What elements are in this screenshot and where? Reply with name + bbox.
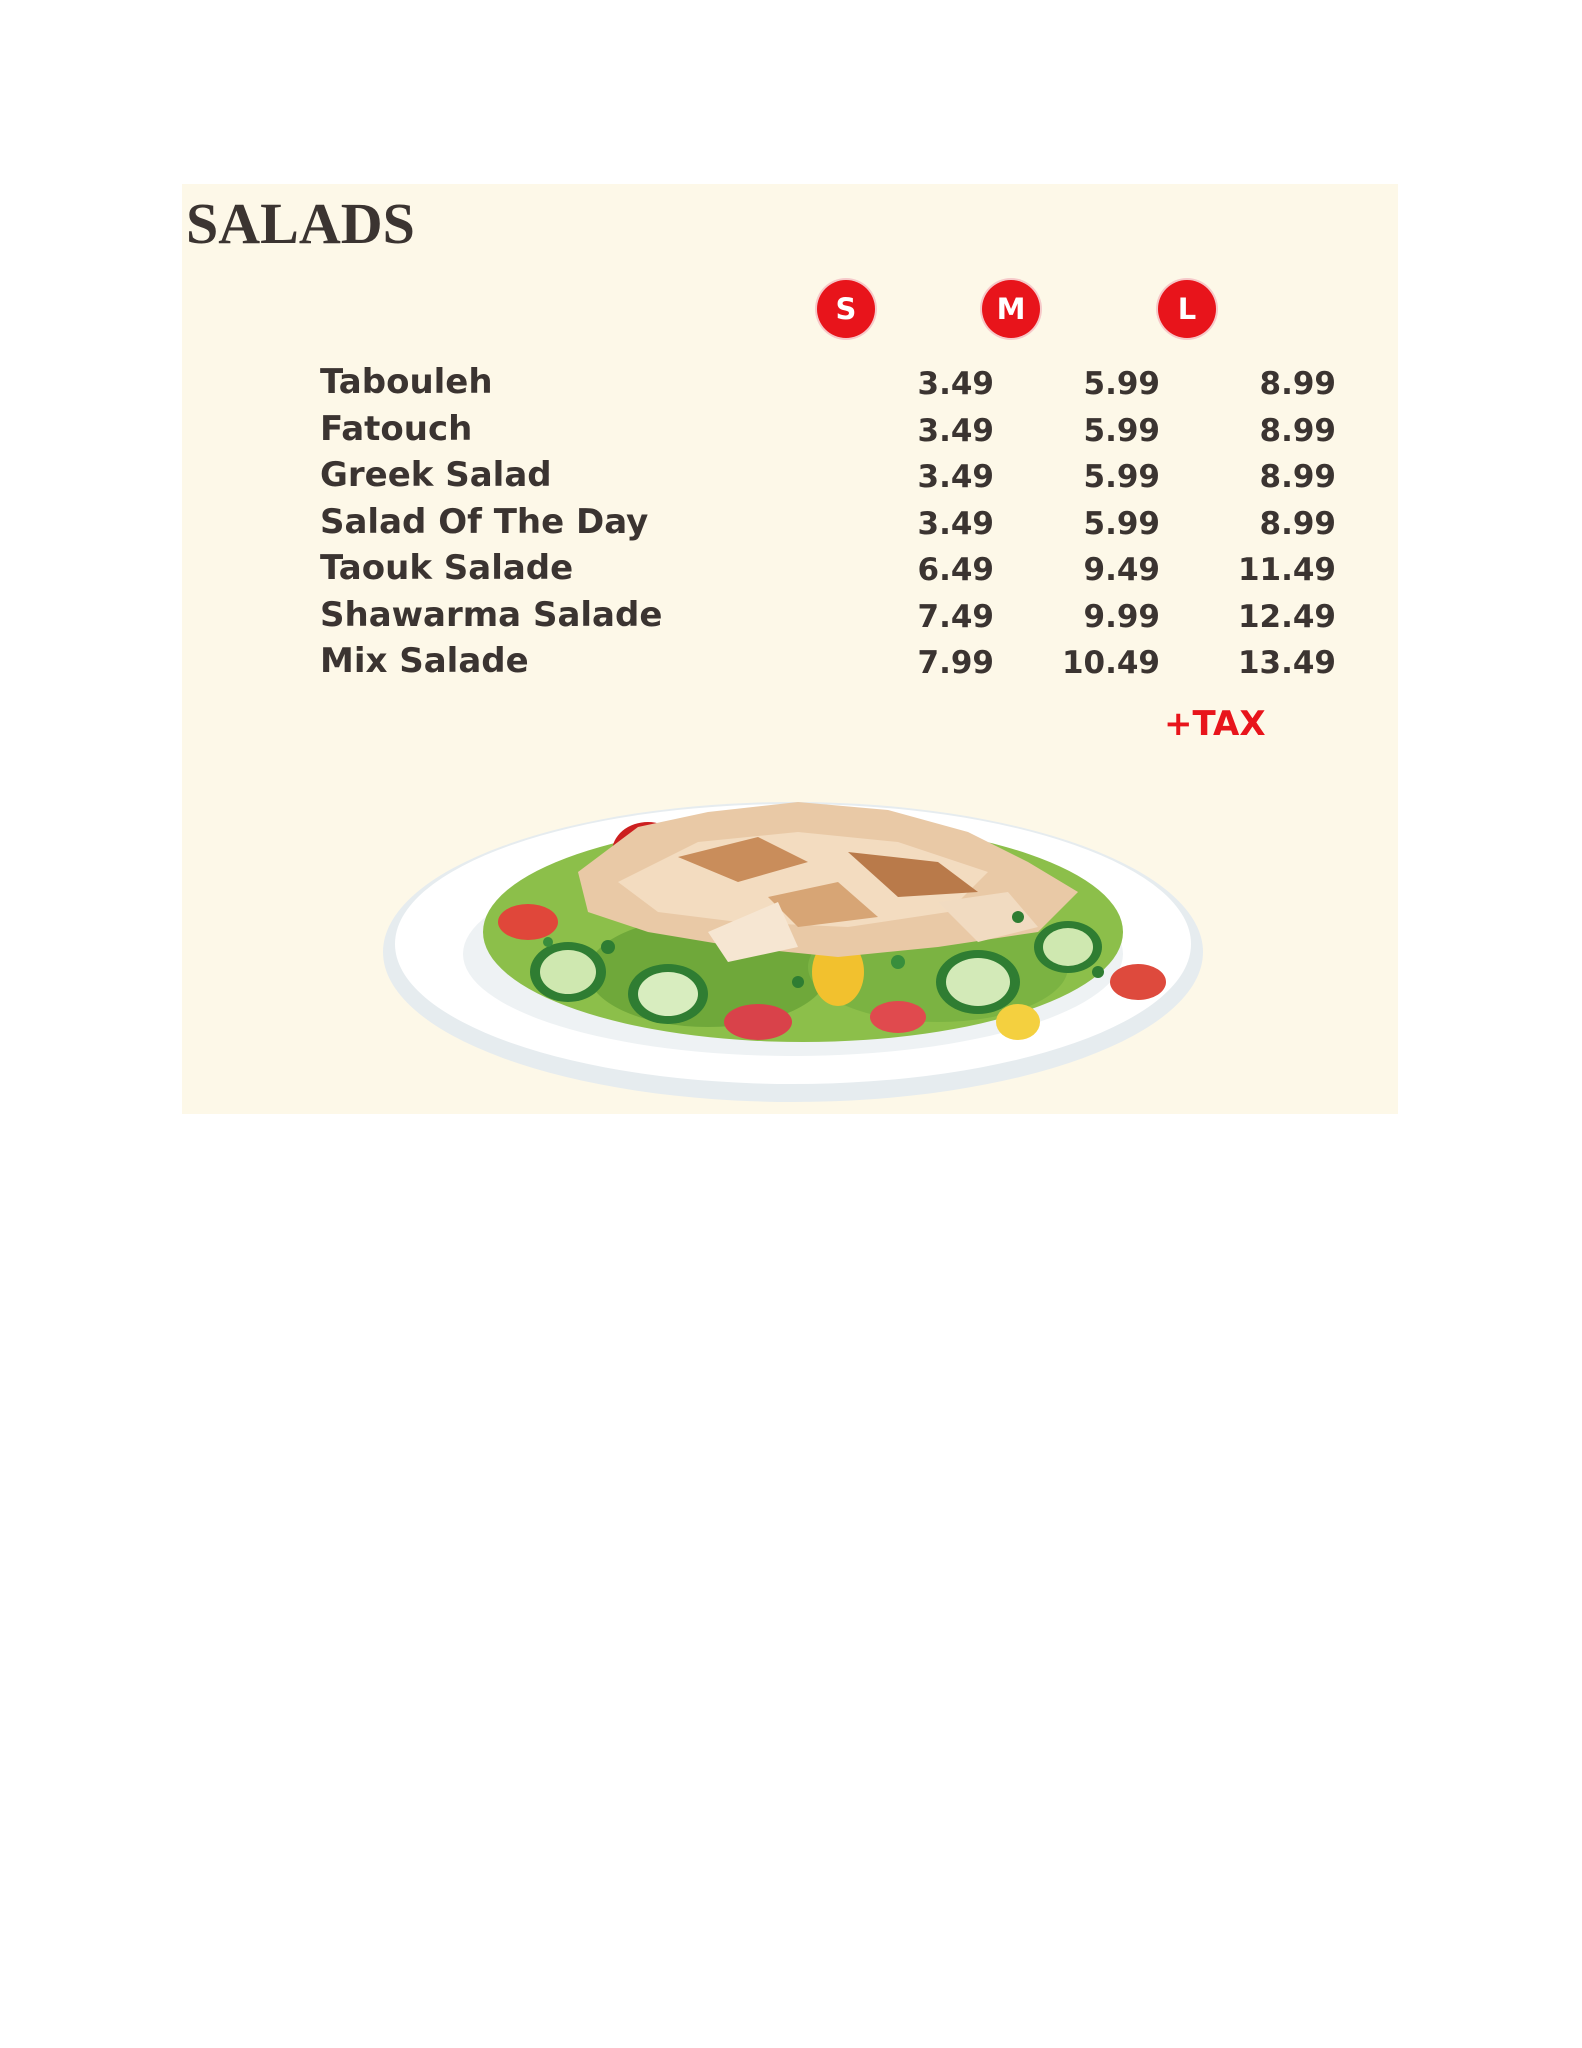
- price-small: 3.49: [917, 505, 994, 542]
- item-name: Taouk Salade: [320, 548, 574, 588]
- price-medium: 5.99: [1083, 459, 1160, 495]
- price-large: 11.49: [1237, 552, 1336, 588]
- price-small: 3.49: [917, 366, 994, 402]
- menu-item-row: [320, 455, 1336, 502]
- price-medium: 5.99: [1083, 412, 1160, 449]
- size-large-badge: L: [1158, 280, 1216, 338]
- price-large: 8.99: [1259, 366, 1336, 402]
- size-small-badge: S: [817, 280, 875, 338]
- menu-item-row: [320, 594, 1336, 642]
- menu-item-row: [320, 641, 1336, 688]
- item-name: Fatouch: [320, 408, 473, 449]
- tax-note: +TAX: [1164, 704, 1266, 744]
- salads-menu-panel: [182, 184, 1398, 1114]
- price-medium: 5.99: [1083, 505, 1160, 542]
- price-large: 8.99: [1259, 459, 1336, 495]
- menu-item-row: [320, 501, 1336, 549]
- menu-item-row: [320, 548, 1336, 595]
- price-large: 8.99: [1259, 412, 1336, 449]
- item-name: Salad Of The Day: [320, 501, 649, 542]
- menu-item-row: [320, 362, 1336, 409]
- price-large: 12.49: [1237, 598, 1336, 635]
- size-medium-badge: M: [982, 280, 1040, 338]
- menu-item-row: [320, 408, 1336, 456]
- menu-title: SALADS: [186, 191, 415, 256]
- item-name: Shawarma Salade: [320, 594, 663, 635]
- price-large: 8.99: [1259, 505, 1336, 542]
- price-large: 13.49: [1237, 645, 1336, 681]
- price-small: 7.99: [917, 645, 994, 681]
- price-medium: 5.99: [1083, 366, 1160, 402]
- price-small: 3.49: [917, 412, 994, 449]
- item-name: Tabouleh: [320, 362, 493, 402]
- price-medium: 9.49: [1083, 552, 1160, 588]
- menu-item-list: [320, 362, 1336, 688]
- item-name: Mix Salade: [320, 641, 529, 681]
- price-medium: 10.49: [1061, 645, 1160, 681]
- price-small: 3.49: [917, 459, 994, 495]
- salad-plate-image: [378, 732, 1208, 1112]
- price-small: 6.49: [917, 552, 994, 588]
- item-name: Greek Salad: [320, 455, 552, 495]
- price-small: 7.49: [917, 598, 994, 635]
- price-medium: 9.99: [1083, 598, 1160, 635]
